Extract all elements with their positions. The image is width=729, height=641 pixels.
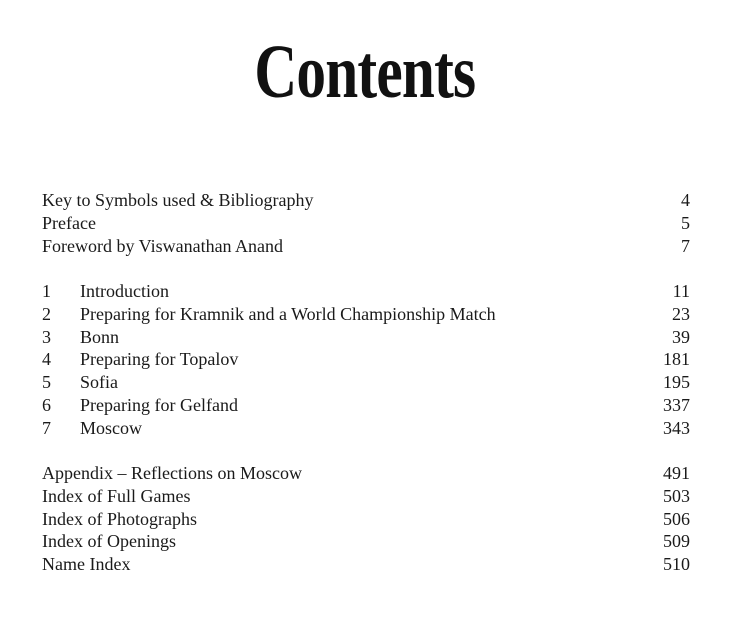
chapter-title: Bonn (80, 326, 120, 347)
chapter-list (42, 280, 690, 440)
chapter-page: 337 (663, 394, 690, 415)
chapter-number: 5 (42, 372, 51, 393)
chapter-title: Sofia (80, 372, 118, 393)
toc-entry (42, 530, 690, 553)
toc-entry-page: 7 (681, 235, 690, 256)
chapter-title: Moscow (80, 417, 142, 438)
toc-entry-title: Index of Full Games (42, 485, 191, 506)
chapter-entry (42, 348, 690, 371)
chapter-title: Preparing for Topalov (80, 349, 239, 370)
toc-entry (42, 212, 690, 235)
chapter-page: 23 (672, 303, 690, 324)
toc-entry (42, 462, 690, 485)
chapter-entry (42, 326, 690, 349)
back-matter-list (42, 462, 690, 576)
toc-entry (42, 485, 690, 508)
chapter-number: 7 (42, 417, 51, 438)
toc-entry-page: 5 (681, 212, 690, 233)
toc-entry-title: Foreword by Viswanathan Anand (42, 235, 284, 256)
chapter-entry (42, 394, 690, 417)
chapter-page: 39 (672, 326, 690, 347)
toc-entry-title: Appendix – Reflections on Moscow (42, 463, 302, 483)
toc-entry (42, 235, 690, 258)
chapter-entry (42, 280, 690, 303)
toc-entry (42, 553, 690, 576)
toc-entry (42, 508, 690, 531)
toc-entry-title: Index of Openings (42, 531, 176, 552)
toc-entry-page: 491 (663, 463, 690, 483)
toc-entry-page: 509 (663, 531, 690, 552)
toc-entry-page: 503 (663, 485, 690, 506)
toc-entry-page: 510 (663, 554, 690, 575)
chapter-number: 4 (42, 349, 51, 370)
toc-entry-page: 506 (663, 508, 690, 529)
chapter-number: 1 (42, 281, 51, 301)
toc-entry-page: 4 (681, 190, 690, 210)
chapter-page: 343 (663, 417, 690, 438)
chapter-title: Preparing for Gelfand (80, 394, 238, 415)
front-matter-list (42, 189, 690, 257)
chapter-page: 195 (663, 372, 690, 393)
chapter-entry (42, 303, 690, 326)
toc-entry (42, 189, 690, 212)
chapter-page: 181 (663, 349, 690, 370)
chapter-entry (42, 371, 690, 394)
toc-entry-title: Index of Photographs (42, 508, 197, 529)
chapter-title: Introduction (80, 281, 169, 301)
chapter-number: 2 (42, 303, 51, 324)
chapter-page: 11 (672, 281, 690, 301)
chapter-number: 6 (42, 394, 51, 415)
toc-entry-title: Preface (42, 212, 96, 233)
chapter-title: Preparing for Kramnik and a World Championship Match (80, 303, 496, 324)
toc-entry-title: Key to Symbols used & Bibliography (42, 190, 314, 210)
toc-entry-title: Name Index (42, 554, 131, 575)
chapter-entry (42, 417, 690, 440)
page-title: Contents (254, 30, 476, 114)
chapter-number: 3 (42, 326, 51, 347)
